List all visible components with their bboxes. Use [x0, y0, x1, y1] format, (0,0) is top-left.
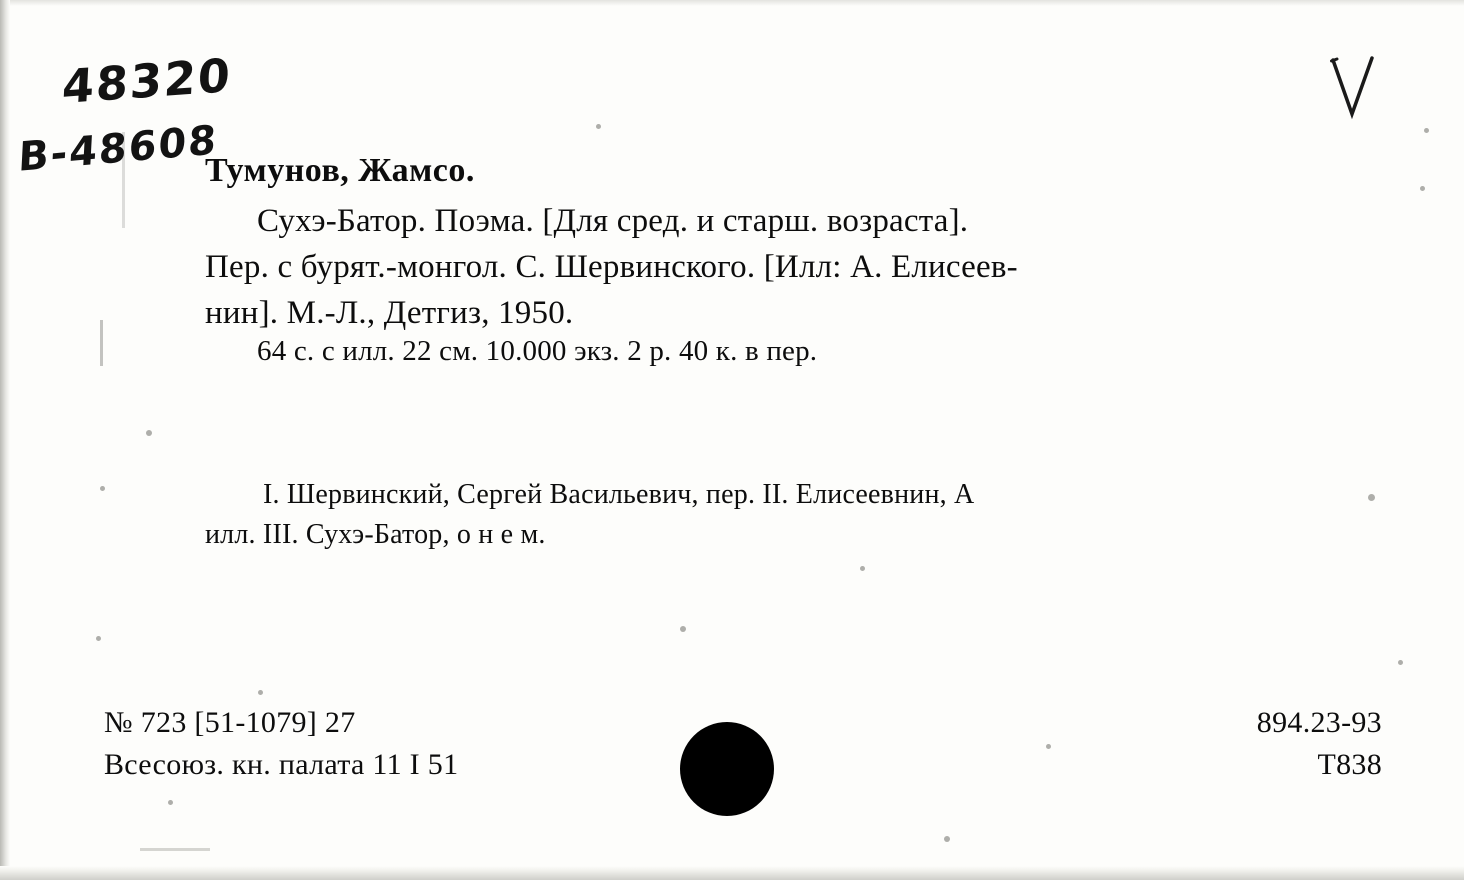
scan-speck — [258, 690, 263, 695]
scan-scratch — [100, 320, 103, 366]
footer-left — [104, 702, 458, 786]
tracings — [205, 475, 1325, 555]
scan-speck — [96, 636, 101, 641]
title-line: Пер. с бурят.-монгол. С. Шервинского. [Илл: А. Елисеев- — [205, 249, 1018, 285]
cutter-number: Т838 — [1317, 748, 1382, 781]
scan-speck — [100, 486, 105, 491]
paper-edge-bottom — [0, 866, 1464, 880]
title-line: Сухэ-Батор. Поэма. [Для сред. и старш. возраста]. — [257, 203, 969, 239]
punch-hole-mark — [680, 722, 774, 816]
scan-speck — [1046, 744, 1051, 749]
scan-speck — [596, 124, 601, 129]
title-statement — [205, 198, 1390, 336]
author-heading: Тумунов, Жамсо. — [205, 152, 475, 189]
scan-speck — [168, 800, 173, 805]
title-line: нин]. М.-Л., Детгиз, 1950. — [205, 295, 574, 331]
physical-description — [205, 335, 817, 368]
scan-speck — [1398, 660, 1403, 665]
tracing-line: I. Шервинский, Сергей Васильевич, пер. II. Елисеевнин, А — [263, 479, 975, 510]
physical-description-text: 64 с. с илл. 22 см. 10.000 экз. 2 р. 40 к. в пер. — [257, 335, 818, 367]
scan-speck — [146, 430, 152, 436]
paper-edge-top — [0, 0, 1464, 6]
scan-speck — [1368, 494, 1375, 501]
handwritten-shelf-mark: В-48608 — [17, 117, 220, 181]
scan-speck — [860, 566, 865, 571]
scan-scratch — [140, 848, 210, 851]
tracing-line: илл. III. Сухэ-Батор, о н е м. — [205, 519, 546, 550]
check-mark-icon — [1330, 56, 1376, 122]
classification-number: 894.23-93 — [1256, 706, 1382, 739]
scan-speck — [944, 836, 950, 842]
record-number: № 723 [51-1079] 27 — [104, 706, 356, 739]
agency-line: Всесоюз. кн. палата 11 I 51 — [104, 748, 459, 781]
scan-speck — [1420, 186, 1425, 191]
footer-right — [1257, 702, 1382, 786]
scan-speck — [680, 626, 686, 632]
paper-edge-left — [0, 0, 10, 880]
handwritten-accession-number: 48320 — [60, 47, 234, 115]
scan-speck — [1424, 128, 1429, 133]
